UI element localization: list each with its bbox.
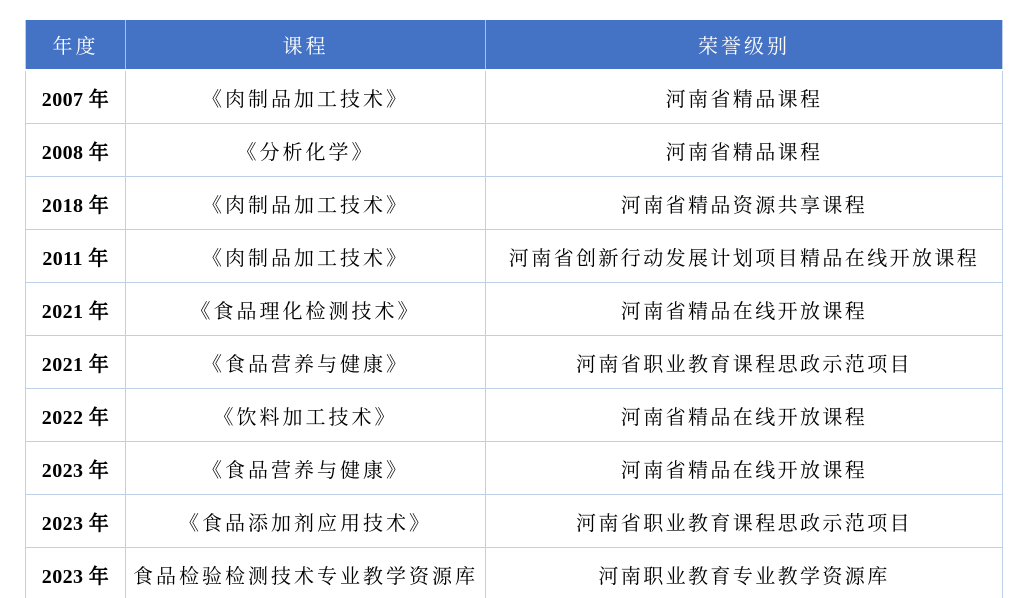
table-row	[26, 389, 1003, 442]
table-row	[26, 283, 1003, 336]
year-cell: 2023 年	[26, 495, 126, 548]
honor-cell: 河南省精品在线开放课程	[486, 442, 1003, 495]
honor-cell: 河南省精品在线开放课程	[486, 283, 1003, 336]
table-row	[26, 70, 1003, 124]
column-header-honor: 荣誉级别	[486, 20, 1003, 70]
honor-cell: 河南省创新行动发展计划项目精品在线开放课程	[486, 230, 1003, 283]
column-header-year: 年度	[26, 20, 126, 70]
table-row	[26, 336, 1003, 389]
honor-cell: 河南省精品资源共享课程	[486, 177, 1003, 230]
course-honors-table	[25, 20, 1003, 598]
year-cell: 2011 年	[26, 230, 126, 283]
year-cell: 2023 年	[26, 442, 126, 495]
course-cell: 《肉制品加工技术》	[126, 230, 486, 283]
honor-cell: 河南省精品课程	[486, 70, 1003, 124]
course-cell: 《食品理化检测技术》	[126, 283, 486, 336]
table-row	[26, 230, 1003, 283]
table-row	[26, 495, 1003, 548]
year-cell: 2022 年	[26, 389, 126, 442]
table-row	[26, 124, 1003, 177]
year-cell: 2008 年	[26, 124, 126, 177]
honor-cell: 河南省职业教育课程思政示范项目	[486, 336, 1003, 389]
course-cell: 《食品添加剂应用技术》	[126, 495, 486, 548]
table-row	[26, 177, 1003, 230]
year-cell: 2018 年	[26, 177, 126, 230]
course-cell: 《肉制品加工技术》	[126, 177, 486, 230]
year-cell: 2023 年	[26, 548, 126, 598]
course-cell: 《食品营养与健康》	[126, 442, 486, 495]
honor-cell: 河南省精品课程	[486, 124, 1003, 177]
year-cell: 2007 年	[26, 70, 126, 124]
course-cell: 《食品营养与健康》	[126, 336, 486, 389]
year-cell: 2021 年	[26, 336, 126, 389]
table-row	[26, 442, 1003, 495]
table-row	[26, 548, 1003, 598]
year-cell: 2021 年	[26, 283, 126, 336]
course-cell: 《饮料加工技术》	[126, 389, 486, 442]
column-header-course: 课程	[126, 20, 486, 70]
course-cell: 食品检验检测技术专业教学资源库	[126, 548, 486, 598]
honor-cell: 河南职业教育专业教学资源库	[486, 548, 1003, 598]
honor-cell: 河南省精品在线开放课程	[486, 389, 1003, 442]
table-header-row	[26, 20, 1003, 70]
table-body	[26, 70, 1003, 598]
course-cell: 《分析化学》	[126, 124, 486, 177]
honor-cell: 河南省职业教育课程思政示范项目	[486, 495, 1003, 548]
course-cell: 《肉制品加工技术》	[126, 70, 486, 124]
